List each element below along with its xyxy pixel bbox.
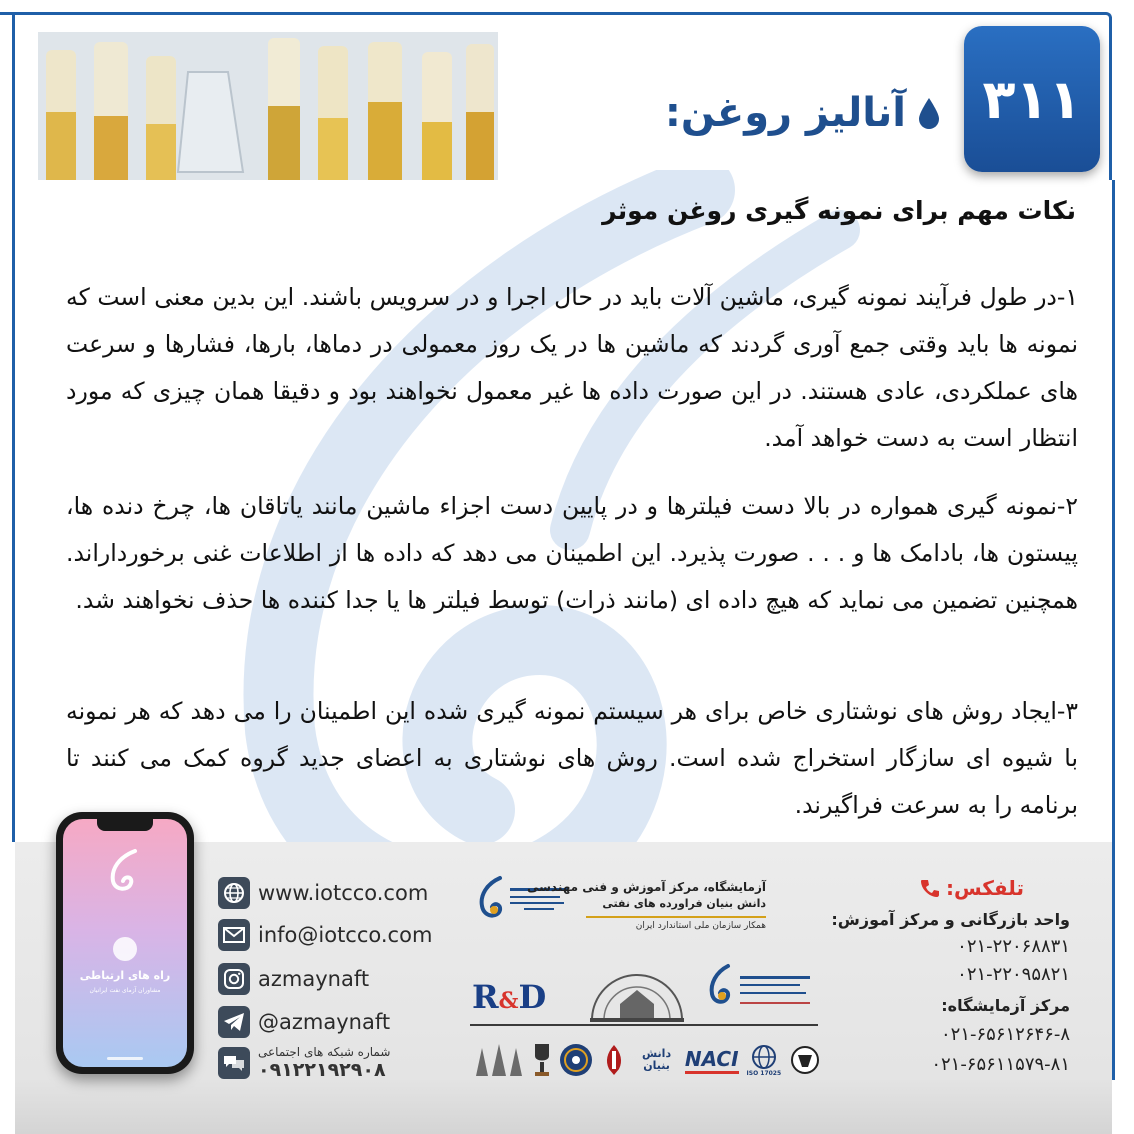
instagram-contact[interactable] [218, 962, 369, 996]
company-logo-icon [105, 847, 145, 893]
institute-emblem-icon [472, 1040, 526, 1080]
telegram-icon [218, 1006, 250, 1038]
iran-emblem-icon [599, 1040, 629, 1080]
naci-label: NACI [685, 1047, 739, 1074]
instagram-handle[interactable]: azmaynaft [258, 967, 370, 991]
phone-screen [63, 819, 187, 1067]
rnd-r: R [472, 978, 499, 1016]
frame-left-line [12, 12, 15, 842]
footer-strip [15, 1078, 1112, 1134]
iso-badge [745, 1038, 783, 1082]
social-number[interactable]: ۰۹۱۲۲۱۹۲۹۰۸ [258, 1059, 386, 1081]
logos-divider [470, 1024, 818, 1026]
naci-badge [684, 1040, 740, 1080]
lab-phone-1[interactable]: ۰۲۱-۶۵۶۱۲۶۴۶-۸ [940, 1024, 1070, 1045]
section-subtitle: نکات مهم برای نمونه گیری روغن موثر [602, 196, 1076, 225]
rnd-logo [472, 978, 546, 1016]
frame-right-line [1112, 180, 1115, 1080]
social-number-block [258, 1045, 390, 1081]
certification-badges [472, 1036, 822, 1084]
phone-notch [97, 819, 153, 831]
email-link[interactable]: info@iotcco.com [258, 923, 433, 947]
sales-phone-1[interactable]: ۰۲۱-۲۲۰۶۸۸۳۱ [957, 936, 1070, 957]
standard-logo-icon [788, 1040, 822, 1080]
title-row [560, 78, 940, 148]
oil-bottles-photo [38, 32, 498, 180]
lab-line-1: آزمایشگاه، مرکز آموزش و فنی مهندسی [526, 880, 766, 894]
telegram-handle[interactable]: @azmaynaft [258, 1010, 391, 1034]
trophy-icon [531, 1040, 553, 1080]
rnd-ampersand: & [498, 988, 519, 1014]
iso-label: ISO 17025 [746, 1069, 782, 1077]
lab-line-3: همکار سازمان ملی استاندارد ایران [586, 916, 766, 931]
globe-icon [113, 937, 137, 961]
mail-icon [218, 919, 250, 951]
social-number-contact[interactable] [218, 1046, 390, 1080]
post-number-badge [964, 26, 1100, 172]
paragraph-3: ۳-ایجاد روش های نوشتاری خاص برای هر سیستم نمونه گیری شده این اطمینان را می دهد که هر نمونه با شیوه ای سازگار استخراج شده است. روش های نوشتاری به اعضای جدید گروه کمک می کنند تا برنامه را به سرعت فراگیرند. [66, 697, 1078, 819]
chat-icon [218, 1047, 250, 1079]
page-title: آنالیز روغن: [664, 90, 906, 136]
lab-center-label: مرکز آزمایشگاه: [941, 996, 1070, 1015]
lab-line-2: دانش بنیان فراورده های نفتی [602, 897, 766, 910]
website-link[interactable]: www.iotcco.com [258, 881, 429, 905]
paragraph-2: ۲-نمونه گیری همواره در بالا دست فیلترها و در پایین دست اجزاء ماشین مانند یاتاقان ها، چرخ دنده ها، پیستون ها، بادامک ها و . . . صورت پذیرد. این اطمینان می دهد که داده ها از اطلاعات غنی برخورداراند. همچنین تضمین می نماید که هیچ داده ای (مانند ذرات) توسط فیلتر ها یا جدا کننده ها حذف نخواهند شد. [66, 492, 1078, 614]
round-seal-icon [558, 1040, 594, 1080]
sales-phone-2[interactable]: ۰۲۱-۲۲۰۹۵۸۲۱ [957, 964, 1070, 985]
paragraph-1: ۱-در طول فرآیند نمونه گیری، ماشین آلات باید در حال اجرا و در سرویس باشند. این بدین معنی است که نمونه ها باید وقتی جمع آوری گردند که ماشین ها در یک روز معمولی در دماها، بارها، فشارها و سرعت های عملکردی، عادی هستند. در این صورت داده ها غیر معمول نخواهند بود و دقیقا همان چیزی که مورد انتظار است به دست خواهد آمد. [66, 283, 1078, 452]
instagram-icon [218, 963, 250, 995]
knowledge-based-label: دانش بنیان [642, 1047, 672, 1072]
frame-top-line [0, 12, 952, 15]
phone-mockup [56, 812, 194, 1074]
oil-drop-icon [918, 97, 940, 129]
telegram-contact[interactable] [218, 1005, 390, 1039]
emblem-seal-icon [582, 960, 692, 1030]
sales-label: واحد بازرگانی و مرکز آموزش: [831, 910, 1070, 929]
phone-icon [920, 878, 940, 898]
lab-phone-2[interactable]: ۰۲۱-۶۵۶۱۱۵۷۹-۸۱ [931, 1054, 1070, 1075]
telfax-label: تلفکس: [946, 876, 1024, 900]
telfax-heading [920, 876, 1050, 900]
iotc-logo-small-icon [706, 962, 816, 1016]
email-contact[interactable] [218, 918, 432, 952]
rnd-d: D [518, 978, 547, 1016]
knowledge-based-badge [635, 1038, 679, 1082]
social-number-label: شماره شبکه های اجتماعی [258, 1045, 391, 1059]
phone-title: راه های ارتباطی [79, 969, 171, 982]
lab-description [526, 880, 766, 931]
phone-home-bar [107, 1057, 143, 1060]
globe-icon [218, 877, 250, 909]
website-contact[interactable] [218, 876, 428, 910]
post-number: ۳۱۱ [982, 67, 1082, 131]
phone-subtitle: مشاوران آزمای نفت ایرانیان [89, 987, 161, 994]
